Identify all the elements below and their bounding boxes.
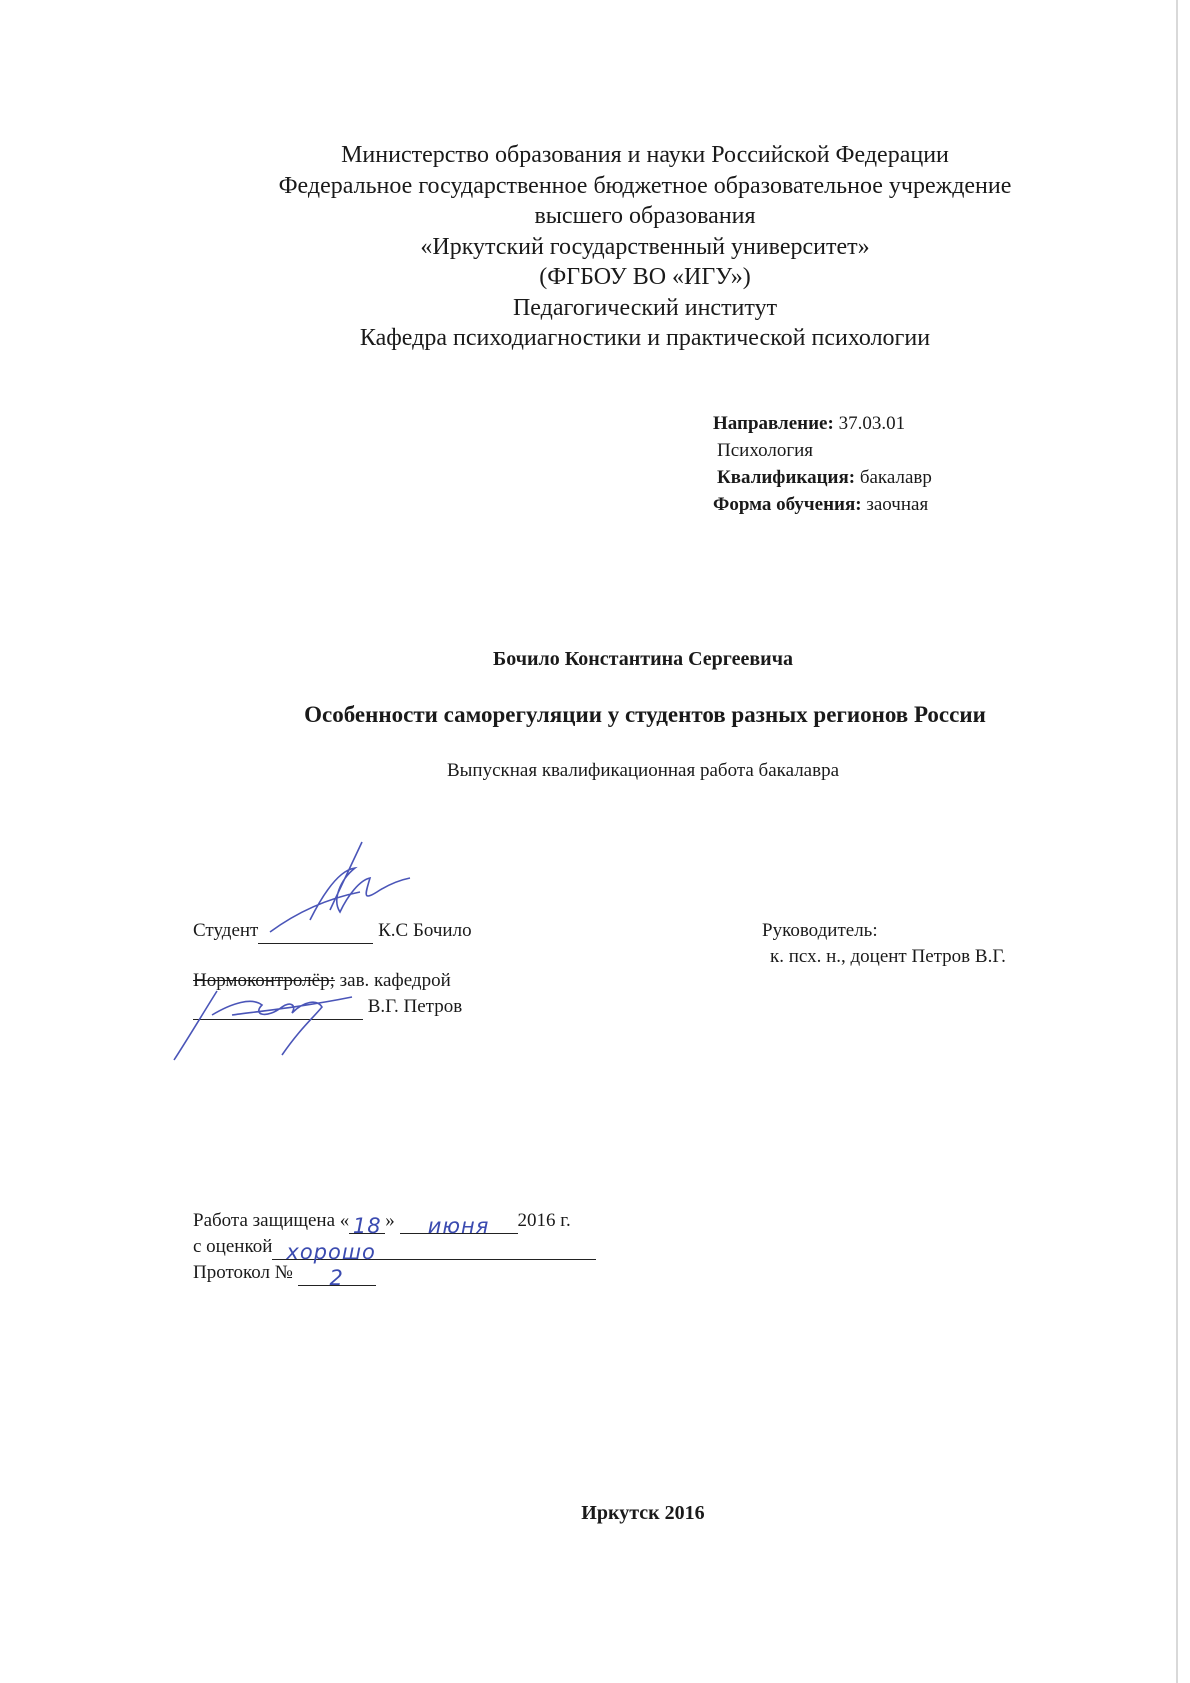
normcontrol-name: В.Г. Петров: [367, 996, 463, 1017]
grade-value: хорошо: [272, 1239, 596, 1260]
header-line: «Иркутский государственный университет»: [420, 233, 870, 260]
defended-label: Работа защищена «: [193, 1210, 350, 1231]
header-line: Кафедра психодиагностики и практической психологии: [359, 325, 931, 351]
direction-row: [713, 410, 932, 437]
student-signature: [270, 840, 420, 950]
normcontrol-signature: [172, 985, 372, 1065]
work-type: Выпускная квалификационная работа бакалавра: [446, 760, 840, 781]
protocol-row: [193, 1260, 596, 1290]
city-year: Иркутск 2016: [581, 1502, 705, 1524]
direction-name: Психология: [717, 440, 814, 461]
protocol-label: Протокол №: [193, 1262, 293, 1283]
header-line: (ФГБОУ ВО «ИГУ»): [539, 264, 751, 290]
defense-month: июня: [400, 1213, 518, 1234]
header-line: Федеральное государственное бюджетное образовательное учреждение: [278, 172, 1012, 199]
header-line: Министерство образования и науки Российской Федерации: [341, 142, 949, 168]
thesis-title: Особенности саморегуляции у студентов разных регионов России: [304, 702, 986, 727]
page-edge: [1176, 0, 1178, 1683]
direction-label: Направление:: [713, 413, 834, 434]
header-line: Педагогический институт: [512, 294, 778, 321]
qualification-label: Квалификация:: [717, 467, 856, 488]
grade-label: с оценкой: [193, 1236, 273, 1257]
normcontrol-label: Нормоконтролёр;: [193, 970, 335, 991]
student-name: К.С Бочило: [378, 920, 472, 941]
header-line: высшего образования: [534, 203, 756, 229]
qualification-value: бакалавр: [859, 467, 932, 488]
defense-year: 2016 г.: [517, 1210, 571, 1231]
defended-row: [193, 1208, 596, 1238]
author-name: Бочило Константина Сергеевича: [493, 648, 793, 670]
institution-header: [200, 140, 1090, 354]
grade-row: [193, 1234, 596, 1264]
supervisor-label: Руководитель:: [762, 920, 878, 941]
study-form-row: [713, 491, 932, 518]
study-form-label: Форма обучения:: [713, 494, 862, 515]
normcontrol-role: зав. кафедрой: [339, 970, 451, 991]
direction-code: 37.03.01: [838, 413, 906, 434]
supervisor-name: к. псх. н., доцент Петров В.Г.: [770, 946, 1006, 967]
defense-block: [193, 1208, 596, 1290]
defense-day: 18: [349, 1213, 385, 1234]
close-quote: »: [385, 1210, 395, 1231]
student-label: Студент: [193, 920, 259, 941]
program-info: [713, 410, 932, 518]
protocol-number: 2: [298, 1265, 376, 1286]
supervisor-block: [762, 918, 1006, 970]
qualification-row: [713, 464, 932, 491]
study-form-value: заочная: [866, 494, 929, 515]
